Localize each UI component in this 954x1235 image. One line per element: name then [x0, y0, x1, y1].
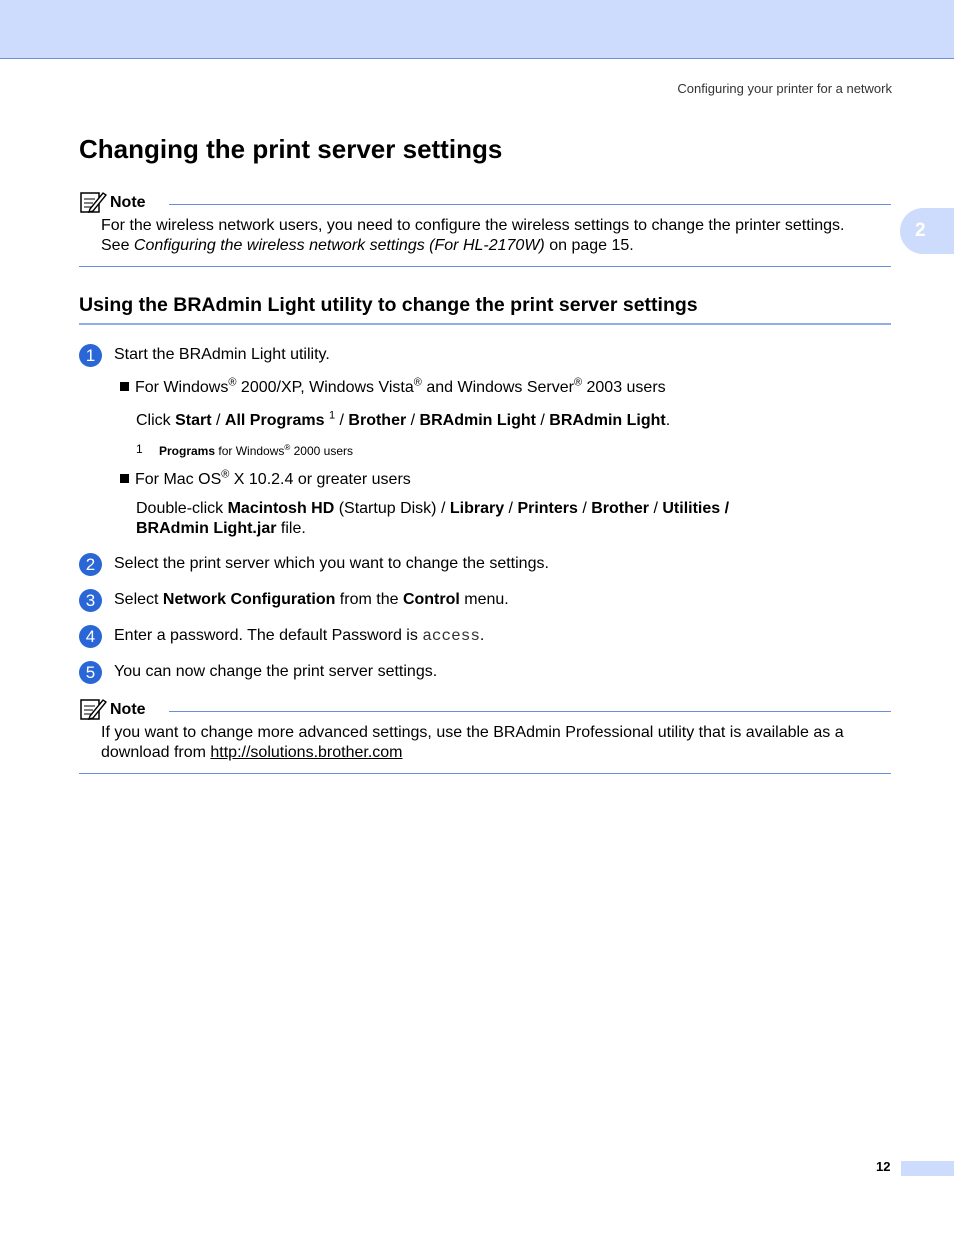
running-header: Configuring your printer for a network [677, 81, 892, 96]
chapter-tab[interactable]: 2 [900, 208, 954, 254]
step-number-badge: 2 [79, 553, 102, 576]
cross-reference[interactable]: Configuring the wireless network settings (For HL-2170W) [133, 237, 545, 254]
note-body: For the wireless network users, you need to configure the wireless settings to change the printer settings. See Configuring the wireless network settings (For HL-2170W) on page 15. [101, 217, 845, 254]
bullet-square-icon [120, 382, 129, 391]
note-divider [169, 204, 891, 205]
windows-instructions: Click Start / All Programs $^1$ / Brother / BRAdmin Light / BRAdmin Light. [136, 409, 671, 429]
page-number: 12 [876, 1159, 891, 1174]
note-bottom-rule [79, 266, 891, 267]
bullet-windows: For Windows® 2000/XP, Windows Vista® and Windows Server® 2003 users [120, 379, 666, 397]
step-number-badge: 3 [79, 589, 102, 612]
default-password: access [422, 627, 480, 645]
mac-instructions: Double-click Macintosh HD (Startup Disk) / Library / Printers / Brother / Utilities / BRAdmin Light.jar file. [136, 500, 730, 537]
step-number-badge: 4 [79, 625, 102, 648]
top-banner [0, 0, 954, 59]
page-tab [901, 1161, 954, 1176]
footnote-ref[interactable]: 1 [328, 409, 336, 422]
note-box [79, 190, 891, 267]
step-number-badge: 1 [79, 344, 102, 367]
note-bottom-rule [79, 773, 891, 774]
note-pencil-icon [79, 697, 107, 721]
section-heading: Using the BRAdmin Light utility to change the print server settings [79, 294, 891, 325]
note-pencil-icon [79, 190, 107, 214]
page-title: Changing the print server settings [79, 134, 503, 164]
solutions-link[interactable]: http://solutions.brother.com [210, 744, 403, 761]
note-body: If you want to change more advanced settings, use the BRAdmin Professional utility that is available as a download from http://solutions.brother.com [101, 724, 844, 761]
note-divider [169, 711, 891, 712]
note-label: Note [110, 194, 146, 211]
bullet-square-icon [120, 474, 129, 483]
step-number-badge: 5 [79, 661, 102, 684]
note-box [79, 697, 891, 774]
bullet-mac: For Mac OS® X 10.2.4 or greater users [120, 471, 411, 489]
note-label: Note [110, 701, 146, 718]
